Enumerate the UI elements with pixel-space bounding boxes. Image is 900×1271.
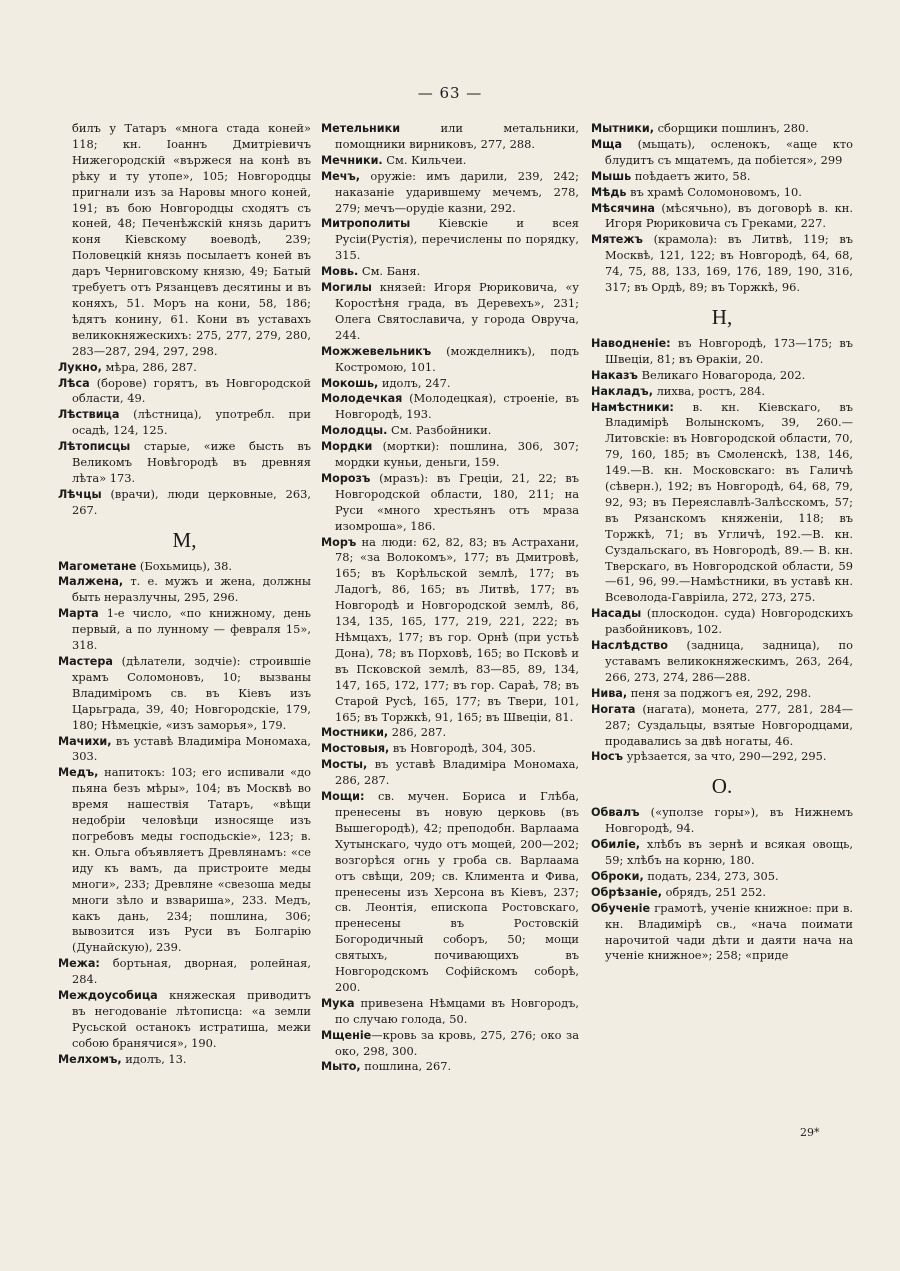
index-entry: Наказъ Великаго Новагорода, 202. xyxy=(591,367,806,382)
index-entry: Митрополиты Кіевскіе и всея Русіи(Рустія), перечислены по порядку, 315. xyxy=(321,216,579,263)
index-entry: Мыто, пошлина, 267. xyxy=(321,1059,452,1074)
headword: Метельники xyxy=(321,122,401,135)
headword: Мостники, xyxy=(321,726,389,740)
headword: Можжевельникъ xyxy=(321,344,432,358)
headword: Лѣствица xyxy=(58,408,120,422)
headword: Мытники, xyxy=(591,122,654,135)
index-entry: Метельники или метальники, помощники вирниковъ, 277, 288. xyxy=(321,121,579,151)
index-entry: Носъ урѣзается, за что, 290—292, 295. xyxy=(591,749,827,764)
index-entry: Мща (мьщать), осленокъ, «аще кто блудитъ съ мщатемъ, да побіется», 299 xyxy=(591,136,853,167)
index-entry: Мечники. См. Кильчеи. xyxy=(321,152,467,167)
headword: Медъ, xyxy=(58,766,99,780)
index-entry: Лѣтописцы старые, «иже бысть въ Великомъ Новѣгородѣ въ древняя лѣта» 173. xyxy=(58,439,311,485)
index-entry: Марта 1-е число, «по книжному, день первый, а по лунному — февраля 15», 318. xyxy=(58,606,311,653)
headword: Мачихи, xyxy=(58,734,112,748)
headword: Ногата xyxy=(591,702,636,716)
index-entry: Лукно, мѣра, 286, 287. xyxy=(58,359,197,374)
index-entry: Обученіе грамотѣ, ученіе книжное: при в. кн. Владимірѣ св., «нача поимати нарочитой чади дѣти и даяти нача на ученіе книжное»; 258; «приде xyxy=(591,900,853,963)
index-entry: Мокошь, идолъ, 247. xyxy=(321,375,451,390)
headword: Насады xyxy=(591,607,642,621)
index-entry: билъ у Татаръ «многа стада коней» 118; кн. Іоаннъ Дмитріевичъ Нижегородскій «вържеся на конѣ въ рѣку и ту утопе», 105; Новгородцы пригнали изъ за Наровы много коней, 191; въ бою Новгородцы сходятъ съ коней, 48; Печенѣжскій князь даритъ коня Кіевскому воеводѣ, 239; Половецкій князь посылаетъ коней въ даръ Черниговскому князю, 49; Батый требуетъ отъ Рязанцевъ десятины и въ коняхъ, 51. Моръ на кони, 58, 186; ѣдятъ конину, 61. Кони въ уставахъ великокняжескихъ: 275, 277, 279, 280, 283—287, 294, 297, 298. xyxy=(72,121,311,358)
index-entry: Накладъ, лихва, ростъ, 284. xyxy=(591,383,765,398)
index-entry: Мѣдь въ храмѣ Соломоновомъ, 10. xyxy=(591,184,802,199)
headword: Мордки xyxy=(321,440,373,454)
index-entry: Мощи: св. мучен. Бориса и Глѣба, пренесены въ новую церковь (въ Вышегородѣ), 42; преподобн. Варлаама Хутынскаго, чудо отъ мощей, 200—202; возгорѣся огнь у гроба св. Варлаама отъ свѣщи, 209; св. Климента и Фива, пренесены изъ Херсона въ Кіевъ, 237; св. Леонтія, епископа Ростовскаго, пренесены въ Ростовскій Богородичный соборъ, 50; мощи святыхъ, почивающихъ въ Новгородскомъ Софійскомъ соборѣ, 200. xyxy=(321,789,579,994)
index-entry: Междоусобица княжеская приводитъ въ негодованіе лѣтописца: «а земли Русьской останокъ истратиша, межи собою бранячися», 190. xyxy=(58,988,311,1050)
index-entry: Межа: бортьная, дворная, ролейная, 284. xyxy=(58,956,311,987)
index-entry: Мордки (мортки): пошлина, 306, 307; мордки куньи, деньги, 159. xyxy=(321,439,579,470)
index-entry: Магометане (Бохьмиць), 38. xyxy=(58,558,232,573)
index-entry: Малжена, т. е. мужъ и жена, должны быть неразлучны, 295, 296. xyxy=(58,574,311,605)
headword: Лукно, xyxy=(58,360,102,374)
index-entry: Нива, пеня за поджогъ ея, 292, 298. xyxy=(591,685,812,700)
headword: Молодцы. xyxy=(321,424,388,438)
index-entry: Оброки, подать, 234, 273, 305. xyxy=(591,868,779,883)
headword: Марта xyxy=(58,607,99,621)
column-2 xyxy=(321,121,579,1075)
headword: Лѣтописцы xyxy=(58,440,131,454)
index-entry: Обиліе, хлѣбъ въ зернѣ и всякая овощь, 59; хлѣбъ на корню, 180. xyxy=(591,837,853,867)
index-entry: Морозъ (мразъ): въ Греціи, 21, 22; въ Новгородской области, 180, 211; на Руси «много хрестьянъ отъ мраза изомроша», 186. xyxy=(321,470,579,533)
index-entry: Ногата (нагата), монета, 277, 281, 284—287; Суздальцы, взятые Новгородцами, продавались за двѣ ногаты, 46. xyxy=(591,701,853,748)
index-entry: Мовь. См. Баня. xyxy=(321,264,421,279)
index-entry: Могилы князей: Игоря Рюриковича, «у Коростѣня града, въ Деревехъ», 231; Олега Святославича, у города Овруча, 244. xyxy=(321,280,579,342)
headword: Молодечкая xyxy=(321,392,403,406)
headword: Носъ xyxy=(591,750,624,764)
index-entry: Мелхомъ, идолъ, 13. xyxy=(58,1051,187,1066)
headword: Мастера xyxy=(58,655,113,668)
index-entry: Молодцы. См. Разбойники. xyxy=(321,423,492,438)
headword: Мосты, xyxy=(321,758,368,772)
index-entry: Мѣсячина (мѣсячьно), въ договорѣ в. кн. Игоря Рюриковича съ Греками, 227. xyxy=(591,200,853,231)
index-entry: Мытники, сборщики пошлинъ, 280. xyxy=(591,121,809,135)
index-entry: Насады (плоскодон. суда) Новгородскихъ разбойниковъ, 102. xyxy=(591,606,853,637)
headword: Митрополиты xyxy=(321,217,411,231)
headword: Межа: xyxy=(58,957,100,971)
index-entry: Мосты, въ уставѣ Владиміра Мономаха, 286, 287. xyxy=(321,757,579,788)
index-entry: Наслѣдство (задница, задница), по уставамъ великокняжескимъ, 263, 264, 266, 273, 274, 286—288. xyxy=(591,638,853,684)
headword: Мща xyxy=(591,137,623,151)
headword: Магометане xyxy=(58,559,137,573)
index-entry: Мостовыя, въ Новгородѣ, 304, 305. xyxy=(321,741,536,756)
headword: Мщеніе xyxy=(321,1028,372,1042)
headword: Наводненіе: xyxy=(591,336,671,350)
headword: Моръ xyxy=(321,535,357,549)
headword: Мука xyxy=(321,996,355,1010)
headword: Мышь xyxy=(591,169,632,183)
headword: Лѣчцы xyxy=(58,487,102,501)
section-letter-o: О. xyxy=(711,774,733,799)
column-1 xyxy=(58,121,311,1068)
index-entry: Лѣчцы (врачи), люди церковные, 263, 267. xyxy=(58,486,311,517)
headword: Мелхомъ, xyxy=(58,1052,122,1066)
index-entry: Наводненіе: въ Новгородѣ, 173—175; въ Швеціи, 81; въ Ѳракіи, 20. xyxy=(591,335,853,366)
index-entry: Моръ на люди: 62, 82, 83; въ Астрахани, 78; «за Волокомъ», 177; въ Дмитровѣ, 165; въ Корѣльской землѣ, 177; въ Ладогѣ, 86, 165; въ Литвѣ, 177; въ Новгородѣ и Новгородской землѣ, 86, 134, 135, 165, 177, 219, 221, 222; въ Нѣмцахъ, 177; въ гор. Орнѣ (при устьѣ Дона), 78; въ Порховѣ, 165; во Псковѣ и въ Псковской землѣ, 83—85, 89, 134, 147, 165, 172, 177; въ гор. Сараѣ, 78; въ Старой Русѣ, 165, 177; въ Твери, 101, 165; въ Торжкѣ, 91, 165; въ Швеціи, 81. xyxy=(321,534,579,724)
headword: Оброки, xyxy=(591,869,644,883)
headword: Мѣсячина xyxy=(591,201,655,215)
index-entry: Мечъ, оружіе: имъ дарили, 239, 242; наказаніе ударившему мечемъ, 278, 279; мечъ—орудіе казни, 292. xyxy=(321,168,579,215)
index-entry: Мятежъ (крамола): въ Литвѣ, 119; въ Москвѣ, 121, 122; въ Новгородѣ, 64, 68, 74, 75, 88, 133, 169, 176, 189, 190, 316, 317; въ Ордѣ, 89; въ Торжкѣ, 96. xyxy=(591,232,853,295)
headword: Накладъ, xyxy=(591,384,653,398)
headword: Намѣстники: xyxy=(591,400,674,414)
index-entry: Молодечкая (Молодецкая), строеніе, въ Новгородѣ, 193. xyxy=(321,391,579,422)
headword: Мечъ, xyxy=(321,169,361,183)
index-entry: Намѣстники: в. кн. Кіевскаго, въ Владимірѣ Волынскомъ, 39, 260.— Литовскіе: въ Новгородской области, 70, 79, 160, 185; въ Смоленскѣ, 138, 146, 149.—В. кн. Московскаго: въ Галичѣ (сѣверн.), 192; въ Новгородѣ, 64, 68, 79, 92, 93; въ Переяславлѣ-Залѣсскомъ, 57; въ Рязанскомъ княженіи, 118; въ Торжкѣ, 71; въ Угличѣ, 192.—В. кн. Суздальскаго, въ Новгородѣ, 89.— В. кн. Тверскаго, въ Новгородской области, 59—61, 96, 99.—Намѣстники, въ уставѣ кн. Всеволода-Гавріила, 272, 273, 275. xyxy=(591,399,853,605)
page-number: — 63 — xyxy=(417,84,483,102)
index-entry: Мщеніе—кровь за кровь, 275, 276; око за око, 298, 300. xyxy=(321,1027,579,1058)
headword: Мовь. xyxy=(321,265,359,279)
index-entry: Обвалъ («уползе горы»), въ Нижнемъ Новгородѣ, 94. xyxy=(591,805,853,836)
index-entry: Медъ, напитокъ: 103; его испивали «до пьяна безъ мѣры», 104; въ Москвѣ во время нашествія Татаръ, «вѣщи недобріи человѣци износяще изъ погребовъ меды господьскіе», 123; в. кн. Ольга объявляетъ Древлянамъ: «се иду къ вамъ, да пристроите меды многи», 233; Древляне «свезоша меды многи зѣло и взвариша», 233. Медъ, какъ дань, 234; пошлина, 306; вывозится изъ Руси въ Болгарію (Дунайскую), 239. xyxy=(58,765,311,955)
headword: Обиліе, xyxy=(591,838,641,852)
headword: Наказъ xyxy=(591,368,638,382)
section-letter-m: М, xyxy=(172,527,197,552)
index-entry: Лѣствица (лѣстница), употребл. при осадѣ, 124, 125. xyxy=(58,407,311,438)
headword: Обрѣзаніе, xyxy=(591,885,663,899)
index-entry: Мастера (дѣлатели, зодчіе): строившіе храмъ Соломоновъ, 10; вызваны Владиміромъ св. въ Кіевъ изъ Царьграда, 39, 40; Новгородскіе, 179, 180; Нѣмецкіе, «изъ заморья», 179. xyxy=(58,654,311,732)
column-3 xyxy=(591,121,853,964)
headword: Обвалъ xyxy=(591,806,640,820)
headword: Мощи: xyxy=(321,790,365,804)
headword: Лѣса xyxy=(58,376,90,390)
headword: Мѣдь xyxy=(591,185,627,199)
section-letter-n: Н, xyxy=(711,304,733,329)
index-entry: Можжевельникъ (можделникъ), подъ Костромою, 101. xyxy=(321,343,579,374)
headword: Мыто, xyxy=(321,1060,361,1074)
headword: Мятежъ xyxy=(591,233,643,247)
headword: Мокошь, xyxy=(321,376,379,390)
headword: Мостовыя, xyxy=(321,742,390,756)
index-entry: Обрѣзаніе, обрядъ, 251 252. xyxy=(591,884,767,899)
headword: Могилы xyxy=(321,281,372,295)
headword: Нива, xyxy=(591,686,628,700)
index-entry: Лѣса (борове) горятъ, въ Новгородской области, 49. xyxy=(58,375,311,406)
index-entry: Мостники, 286, 287. xyxy=(321,725,447,740)
headword: Морозъ xyxy=(321,471,371,485)
signature-mark: 29* xyxy=(800,1126,820,1139)
index-entry: Мышь поѣдаетъ жито, 58. xyxy=(591,168,751,183)
index-entry: Мачихи, въ уставѣ Владиміра Мономаха, 303. xyxy=(58,733,311,764)
index-entry: Мука привезена Нѣмцами въ Новгородъ, по случаю голода, 50. xyxy=(321,995,579,1026)
headword: Обученіе xyxy=(591,901,651,915)
headword: Наслѣдство xyxy=(591,639,668,653)
headword: Мечники. xyxy=(321,153,383,167)
headword: Малжена, xyxy=(58,575,124,589)
headword: Междоусобица xyxy=(58,989,158,1003)
